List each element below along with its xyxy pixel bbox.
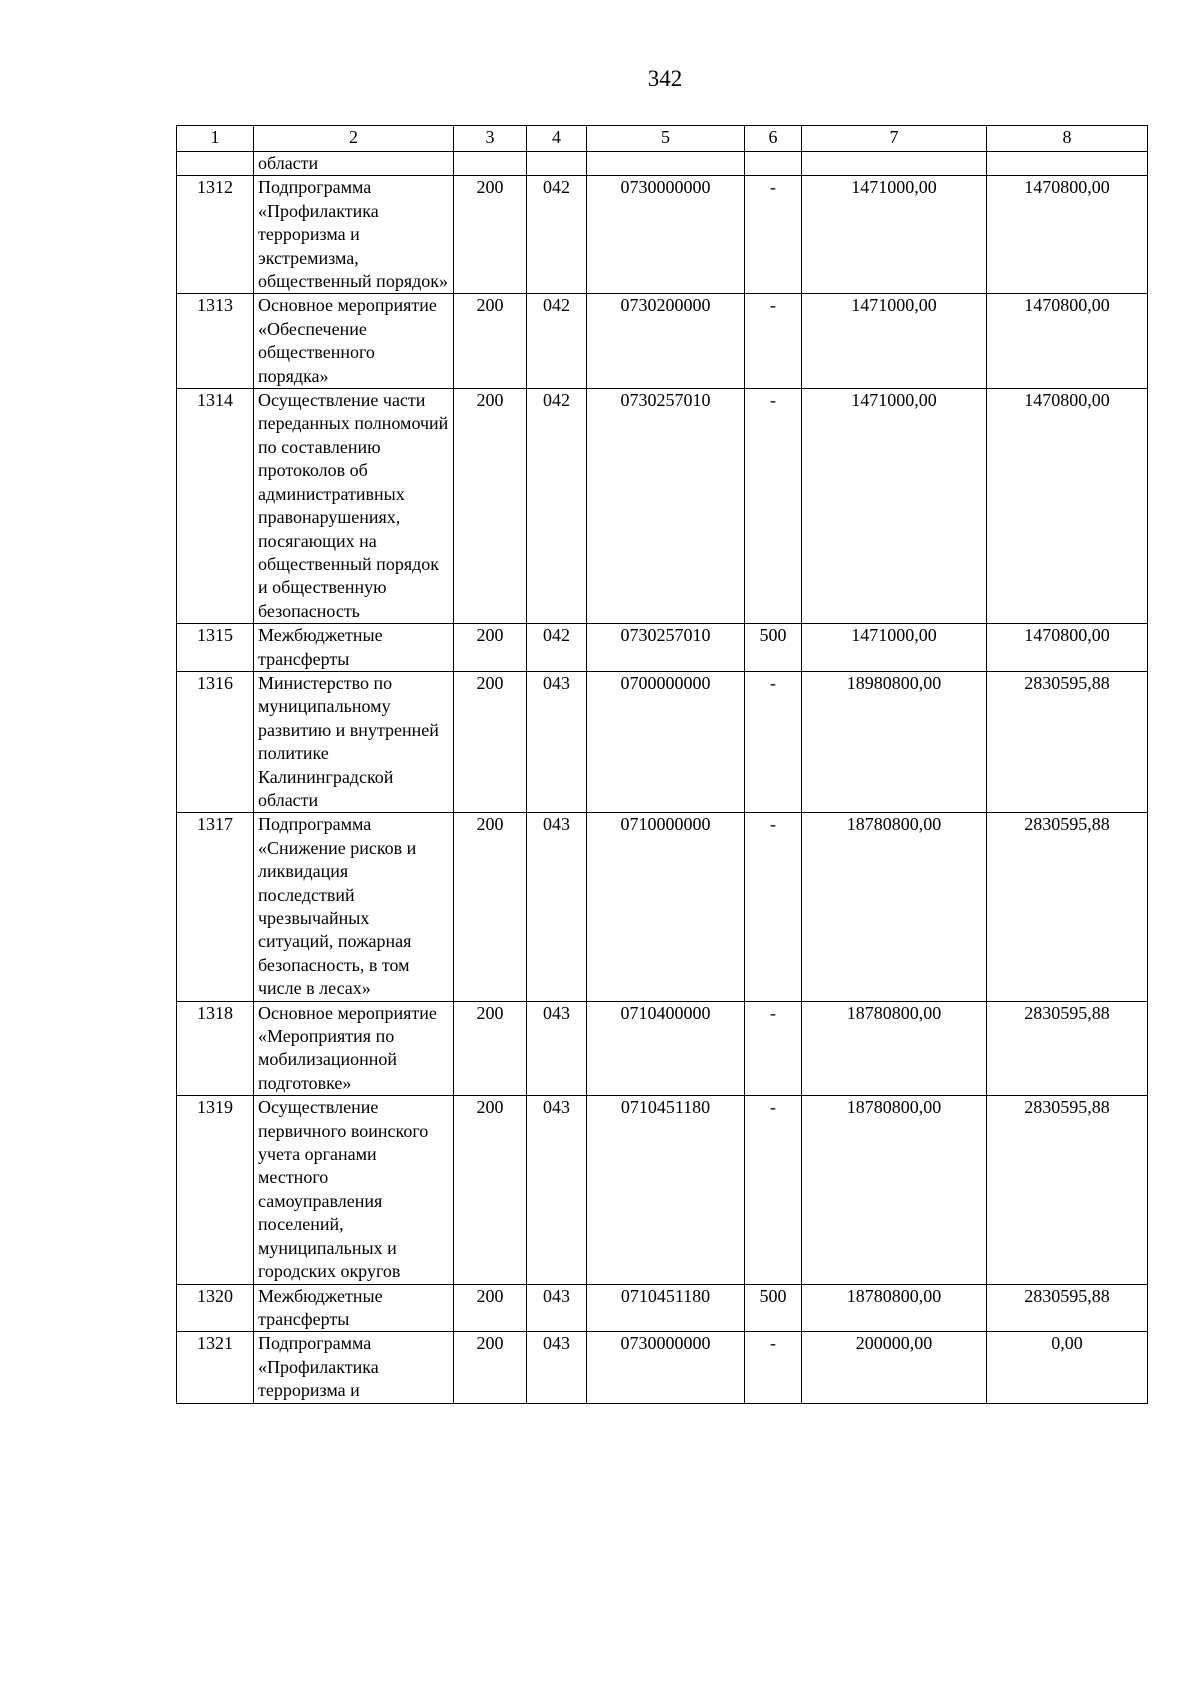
cell-col3: 200 — [454, 671, 527, 812]
cell-col5: 0730200000 — [587, 294, 745, 389]
cell-col3 — [454, 152, 527, 176]
row-name: Министерство по муниципальному развитию и внутренней политике Калининградской области — [254, 671, 454, 812]
row-name: Осуществление части переданных полномочий по составлению протоколов об административных правонарушениях, посягающих на общественный порядок и общественную безопасность — [254, 389, 454, 624]
cell-col7: 18780800,00 — [802, 1001, 987, 1096]
cell-col5: 0710451180 — [587, 1096, 745, 1284]
cell-col6: - — [745, 813, 802, 1001]
row-number: 1312 — [177, 176, 254, 294]
table-row — [177, 624, 1148, 672]
cell-col3: 200 — [454, 1284, 527, 1332]
cell-col6: - — [745, 389, 802, 624]
column-header: 4 — [527, 126, 587, 152]
cell-col3: 200 — [454, 294, 527, 389]
row-name: Основное мероприятие «Обеспечение общественного порядка» — [254, 294, 454, 389]
row-number: 1313 — [177, 294, 254, 389]
cell-col4: 043 — [527, 1332, 587, 1403]
cell-col3: 200 — [454, 1096, 527, 1284]
row-name: Основное мероприятие «Мероприятия по мобилизационной подготовке» — [254, 1001, 454, 1096]
column-header: 7 — [802, 126, 987, 152]
row-name: Межбюджетные трансферты — [254, 1284, 454, 1332]
cell-col6: - — [745, 1096, 802, 1284]
cell-col5: 0710451180 — [587, 1284, 745, 1332]
cell-col6: 500 — [745, 1284, 802, 1332]
cell-col7: 18780800,00 — [802, 1284, 987, 1332]
cell-col6: - — [745, 294, 802, 389]
row-number: 1318 — [177, 1001, 254, 1096]
cell-col4 — [527, 152, 587, 176]
cell-col3: 200 — [454, 624, 527, 672]
cell-col4: 043 — [527, 1001, 587, 1096]
column-header: 2 — [254, 126, 454, 152]
cell-col8: 0,00 — [987, 1332, 1148, 1403]
table-row — [177, 176, 1148, 294]
cell-col3: 200 — [454, 1001, 527, 1096]
cell-col6: - — [745, 1001, 802, 1096]
cell-col7: 1471000,00 — [802, 389, 987, 624]
column-header: 3 — [454, 126, 527, 152]
cell-col8: 2830595,88 — [987, 1096, 1148, 1284]
table-row — [177, 389, 1148, 624]
cell-col5: 0710400000 — [587, 1001, 745, 1096]
table-header-row — [177, 126, 1148, 152]
cell-col5: 0730257010 — [587, 389, 745, 624]
row-number — [177, 152, 254, 176]
column-header: 6 — [745, 126, 802, 152]
cell-col4: 042 — [527, 176, 587, 294]
cell-col7: 18780800,00 — [802, 1096, 987, 1284]
row-number: 1315 — [177, 624, 254, 672]
cell-col7: 200000,00 — [802, 1332, 987, 1403]
cell-col3: 200 — [454, 176, 527, 294]
cell-col8: 2830595,88 — [987, 671, 1148, 812]
column-header: 5 — [587, 126, 745, 152]
cell-col8: 2830595,88 — [987, 1284, 1148, 1332]
cell-col4: 042 — [527, 389, 587, 624]
cell-col8 — [987, 152, 1148, 176]
cell-col8: 2830595,88 — [987, 1001, 1148, 1096]
cell-col6: - — [745, 671, 802, 812]
cell-col7 — [802, 152, 987, 176]
cell-col8: 2830595,88 — [987, 813, 1148, 1001]
cell-col8: 1470800,00 — [987, 389, 1148, 624]
column-header: 8 — [987, 126, 1148, 152]
table-row — [177, 1284, 1148, 1332]
cell-col7: 18780800,00 — [802, 813, 987, 1001]
cell-col4: 043 — [527, 671, 587, 812]
cell-col3: 200 — [454, 1332, 527, 1403]
cell-col8: 1470800,00 — [987, 176, 1148, 294]
cell-col8: 1470800,00 — [987, 624, 1148, 672]
cell-col5: 0700000000 — [587, 671, 745, 812]
cell-col4: 043 — [527, 1096, 587, 1284]
column-header: 1 — [177, 126, 254, 152]
row-name: Межбюджетные трансферты — [254, 624, 454, 672]
row-name: Подпрограмма «Снижение рисков и ликвидация последствий чрезвычайных ситуаций, пожарная безопасность, в том числе в лесах» — [254, 813, 454, 1001]
cell-col4: 043 — [527, 813, 587, 1001]
table-row — [177, 152, 1148, 176]
cell-col5 — [587, 152, 745, 176]
cell-col4: 042 — [527, 294, 587, 389]
budget-table — [176, 125, 1148, 1404]
cell-col7: 1471000,00 — [802, 624, 987, 672]
row-name: области — [254, 152, 454, 176]
cell-col8: 1470800,00 — [987, 294, 1148, 389]
row-number: 1314 — [177, 389, 254, 624]
cell-col7: 18980800,00 — [802, 671, 987, 812]
cell-col3: 200 — [454, 813, 527, 1001]
row-number: 1317 — [177, 813, 254, 1001]
table-row — [177, 671, 1148, 812]
row-number: 1321 — [177, 1332, 254, 1403]
cell-col6: 500 — [745, 624, 802, 672]
cell-col3: 200 — [454, 389, 527, 624]
cell-col5: 0710000000 — [587, 813, 745, 1001]
row-number: 1316 — [177, 671, 254, 812]
cell-col6 — [745, 152, 802, 176]
table-row — [177, 1332, 1148, 1403]
cell-col6: - — [745, 1332, 802, 1403]
table-row — [177, 813, 1148, 1001]
row-name: Подпрограмма «Профилактика терроризма и — [254, 1332, 454, 1403]
cell-col5: 0730000000 — [587, 1332, 745, 1403]
cell-col4: 042 — [527, 624, 587, 672]
cell-col5: 0730000000 — [587, 176, 745, 294]
cell-col6: - — [745, 176, 802, 294]
page-number: 342 — [647, 66, 683, 91]
cell-col5: 0730257010 — [587, 624, 745, 672]
row-number: 1320 — [177, 1284, 254, 1332]
row-name: Осуществление первичного воинского учета органами местного самоуправления поселений, муниципальных и городских округов — [254, 1096, 454, 1284]
row-number: 1319 — [177, 1096, 254, 1284]
cell-col7: 1471000,00 — [802, 176, 987, 294]
cell-col4: 043 — [527, 1284, 587, 1332]
table-row — [177, 1096, 1148, 1284]
table-row — [177, 294, 1148, 389]
row-name: Подпрограмма «Профилактика терроризма и экстремизма, общественный порядок» — [254, 176, 454, 294]
cell-col7: 1471000,00 — [802, 294, 987, 389]
table-row — [177, 1001, 1148, 1096]
